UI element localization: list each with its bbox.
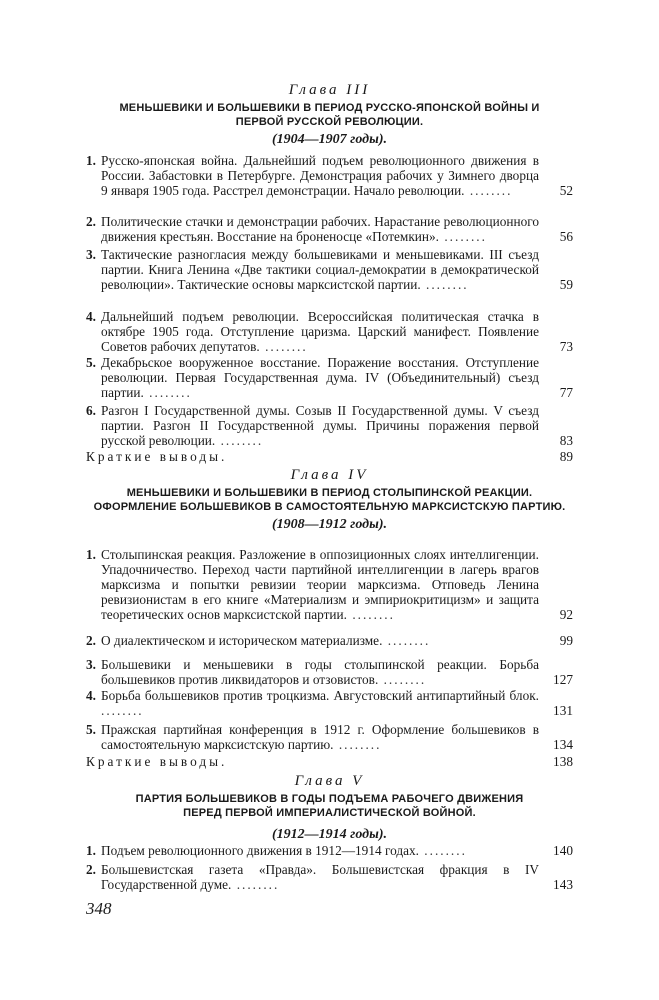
entry-text: Тактические разногласия между большевиками и меньшевиками. III съезд партии. Книга Ленина «Две тактики социал-демократии в демократической революции». Тактические основы марксистской партии. ........ <box>101 247 539 292</box>
toc-entry[interactable] <box>86 633 573 648</box>
toc-entry[interactable] <box>86 355 573 400</box>
chapter-3 <box>86 81 573 149</box>
toc-entry[interactable] <box>86 722 573 752</box>
entry-text: Разгон I Государственной думы. Созыв II Государственной думы. V съезд партии. Разгон II Государственной думы. Причины поражения первой русской революции. ........ <box>101 403 539 448</box>
chapter-heading: Глава III <box>288 82 371 98</box>
toc-entry[interactable] <box>86 153 573 198</box>
chapter-heading: Глава IV <box>290 467 369 483</box>
chapter-years: (1904—1907 годы). <box>272 132 387 147</box>
summary-page: 89 <box>559 449 573 464</box>
chapter-years: (1912—1914 годы). <box>272 827 387 842</box>
entry-number: 3. <box>86 657 96 672</box>
entry-page: 77 <box>559 385 573 400</box>
entry-number: 1. <box>86 843 96 858</box>
dot-leader: ........ <box>143 385 192 400</box>
entry-number: 6. <box>86 403 96 418</box>
entry-number: 4. <box>86 688 96 703</box>
entry-number: 1. <box>86 547 96 562</box>
dot-leader: ........ <box>231 877 280 892</box>
toc-entry[interactable] <box>86 657 573 687</box>
entry-text: Декабрьское вооруженное восстание. Поражение восстания. Отступление революции. Первая Государственная дума. IV (Объединительный) съезд партии. ........ <box>101 355 539 400</box>
entry-number: 4. <box>86 309 96 324</box>
entry-text: Подъем революционного движения в 1912—1914 годах. ........ <box>101 843 467 858</box>
entry-text: О диалектическом и историческом материализме. ........ <box>101 633 431 648</box>
chapter-title: МЕНЬШЕВИКИ И БОЛЬШЕВИКИ В ПЕРИОД СТОЛЫПИНСКОЙ РЕАКЦИИ. ОФОРМЛЕНИЕ БОЛЬШЕВИКОВ В САМОСТОЯТЕЛЬНУЮ МАРКСИСТСКУЮ ПАРТИЮ. <box>93 487 566 513</box>
chapter-summary[interactable] <box>86 449 573 464</box>
entry-text: Столыпинская реакция. Разложение в оппозиционных слоях интеллигенции. Упадочничество. Переход части партийной интеллигенции в лагерь врагов марксизма и попытки ревизии теории марксизма. Отповедь Ленина ревизионистам в его книге «Материализм и эмпириокритицизм» и защита теоретических основ марксистской партии. ........ <box>101 547 539 622</box>
toc-entry[interactable] <box>86 862 573 892</box>
entry-number: 3. <box>86 247 96 262</box>
entry-page: 99 <box>559 633 573 648</box>
toc-entry[interactable] <box>86 688 573 718</box>
entry-page: 56 <box>559 229 573 244</box>
entry-page: 134 <box>553 737 573 752</box>
dot-leader: ........ <box>215 433 264 448</box>
dot-leader: ........ <box>378 672 427 687</box>
dot-leader: ........ <box>420 277 469 292</box>
summary-label: Краткие выводы. <box>86 754 228 769</box>
entry-number: 5. <box>86 355 96 370</box>
entry-number: 5. <box>86 722 96 737</box>
chapter-years: (1908—1912 годы). <box>272 517 387 532</box>
chapter-4 <box>86 466 573 534</box>
entry-text: Политические стачки и демонстрации рабочих. Нарастание революционного движения крестьян. Восстание на броненосце «Потемкин». ........ <box>101 214 539 244</box>
toc-entry[interactable] <box>86 403 573 448</box>
entry-page: 127 <box>553 672 573 687</box>
toc-entry[interactable] <box>86 214 573 244</box>
entry-page: 83 <box>559 433 573 448</box>
chapter-title: МЕНЬШЕВИКИ И БОЛЬШЕВИКИ В ПЕРИОД РУССКО-ЯПОНСКОЙ ВОЙНЫ И ПЕРВОЙ РУССКОЙ РЕВОЛЮЦИИ. <box>119 102 540 128</box>
entry-number: 2. <box>86 633 96 648</box>
dot-leader: ........ <box>259 339 308 354</box>
entry-page: 92 <box>559 607 573 622</box>
dot-leader: ........ <box>418 843 467 858</box>
entry-page: 52 <box>559 183 573 198</box>
entry-page: 73 <box>559 339 573 354</box>
entry-text: Борьба большевиков против троцкизма. Августовский антипартийный блок. ........ <box>101 688 539 718</box>
toc-entry[interactable] <box>86 309 573 354</box>
entry-text: Дальнейший подъем революции. Всероссийская политическая стачка в октябре 1905 года. Отступление царизма. Царский манифест. Появление Советов рабочих депутатов. ........ <box>101 309 539 354</box>
entry-page: 143 <box>553 877 573 892</box>
entry-number: 2. <box>86 862 96 877</box>
entry-text: Большевики и меньшевики в годы столыпинской реакции. Борьба большевиков против ликвидаторов и отзовистов. ........ <box>101 657 539 687</box>
entry-page: 59 <box>559 277 573 292</box>
toc-entry[interactable] <box>86 547 573 622</box>
dot-leader: ........ <box>347 607 395 622</box>
dot-leader: ........ <box>439 229 487 244</box>
toc-entry[interactable] <box>86 843 573 858</box>
entry-page: 131 <box>553 703 573 718</box>
chapter-heading: Глава V <box>294 773 365 789</box>
summary-page: 138 <box>553 754 573 769</box>
page-number: 348 <box>86 899 112 918</box>
dot-leader: ........ <box>101 703 144 718</box>
summary-label: Краткие выводы. <box>86 449 228 464</box>
chapter-5 <box>86 772 573 844</box>
chapter-summary[interactable] <box>86 754 573 769</box>
toc-entry[interactable] <box>86 247 573 292</box>
dot-leader: ........ <box>464 183 513 198</box>
entry-number: 1. <box>86 153 96 168</box>
entry-page: 140 <box>553 843 573 858</box>
entry-text: Русско-японская война. Дальнейший подъем революционного движения в России. Забастовки в Петербурге. Демонстрация рабочих у Зимнего дворца 9 января 1905 года. Расстрел демонстрации. Начало революции. ........ <box>101 153 539 198</box>
entry-text: Пражская партийная конференция в 1912 г. Оформление большевиков в самостоятельную марксистскую партию. ........ <box>101 722 539 752</box>
entry-text: Большевистская газета «Правда». Большевистская фракция в IV Государственной думе. ........ <box>101 862 539 892</box>
entry-number: 2. <box>86 214 96 229</box>
chapter-title: ПАРТИЯ БОЛЬШЕВИКОВ В ГОДЫ ПОДЪЕМА РАБОЧЕГО ДВИЖЕНИЯ ПЕРЕД ПЕРВОЙ ИМПЕРИАЛИСТИЧЕСКОЙ ВОЙНОЙ. <box>135 793 524 819</box>
dot-leader: ........ <box>333 737 382 752</box>
dot-leader: ........ <box>382 633 431 648</box>
